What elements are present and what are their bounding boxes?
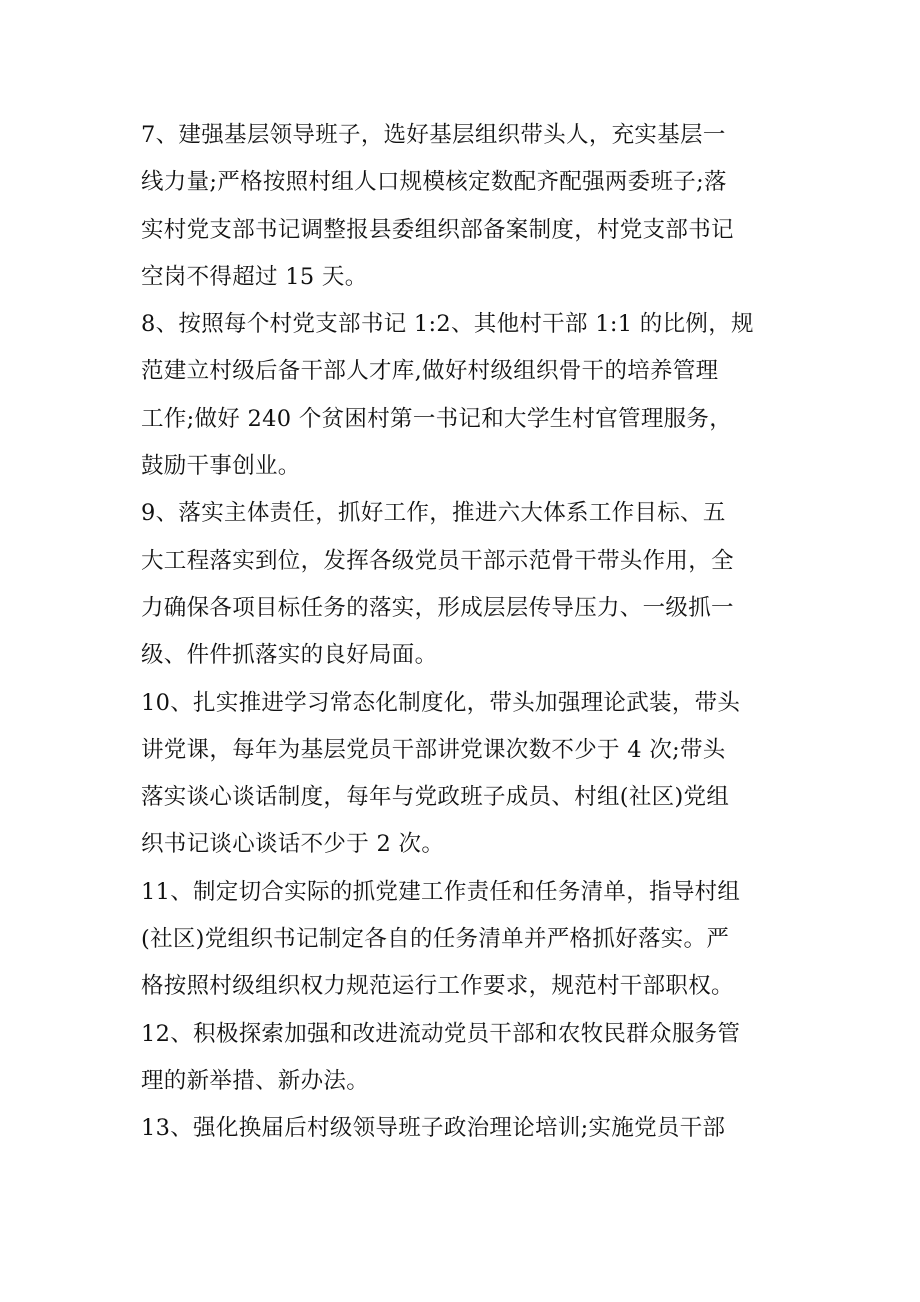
text-line: 理的新举措、新办法。 bbox=[141, 1067, 370, 1094]
text-line: 9、落实主体责任，抓好工作，推进六大体系工作目标、五 bbox=[141, 500, 726, 527]
text-line: 鼓励干事创业。 bbox=[141, 453, 301, 480]
text-line: 力确保各项目标任务的落实，形成层层传导压力、一级抓一 bbox=[141, 594, 734, 621]
text-line: 格按照村级组织权力规范运行工作要求，规范村干部职权。 bbox=[141, 973, 734, 1000]
text-line: 13、强化换届后村级领导班子政治理论培训;实施党员干部 bbox=[141, 1115, 726, 1142]
text-line: 7、建强基层领导班子，选好基层组织带头人，充实基层一 bbox=[141, 122, 726, 148]
text-line: 10、扎实推进学习常态化制度化，带头加强理论武装，带头 bbox=[141, 689, 741, 716]
text-line: 讲党课，每年为基层党员干部讲党课次数不少于 4 次;带头 bbox=[141, 736, 726, 763]
document-body bbox=[141, 112, 821, 1153]
text-line: 织书记谈心谈话不少于 2 次。 bbox=[141, 831, 445, 858]
text-line: 级、件件抓落实的良好局面。 bbox=[141, 642, 438, 669]
text-line: 范建立村级后备干部人才库,做好村级组织骨干的培养管理 bbox=[141, 358, 719, 385]
text-line: 工作;做好 240 个贫困村第一书记和大学生村官管理服务， bbox=[141, 405, 733, 432]
text-line: (社区)党组织书记制定各自的任务清单并严格抓好落实。严 bbox=[141, 926, 730, 953]
text-line: 落实谈心谈话制度，每年与党政班子成员、村组(社区)党组 bbox=[141, 784, 730, 811]
text-line: 线力量;严格按照村组人口规模核定数配齐配强两委班子;落 bbox=[141, 169, 727, 196]
text-line: 实村党支部书记调整报县委组织部备案制度，村党支部书记 bbox=[141, 216, 734, 243]
text-line: 8、按照每个村党支部书记 1:2、其他村干部 1:1 的比例，规 bbox=[141, 311, 754, 338]
text-line: 12、积极探索加强和改进流动党员干部和农牧民群众服务管 bbox=[141, 1020, 741, 1047]
text-line: 大工程落实到位，发挥各级党员干部示范骨干带头作用，全 bbox=[141, 547, 734, 574]
text-line: 空岗不得超过 15 天。 bbox=[141, 263, 368, 290]
text-line: 11、制定切合实际的抓党建工作责任和任务清单，指导村组 bbox=[141, 878, 741, 905]
